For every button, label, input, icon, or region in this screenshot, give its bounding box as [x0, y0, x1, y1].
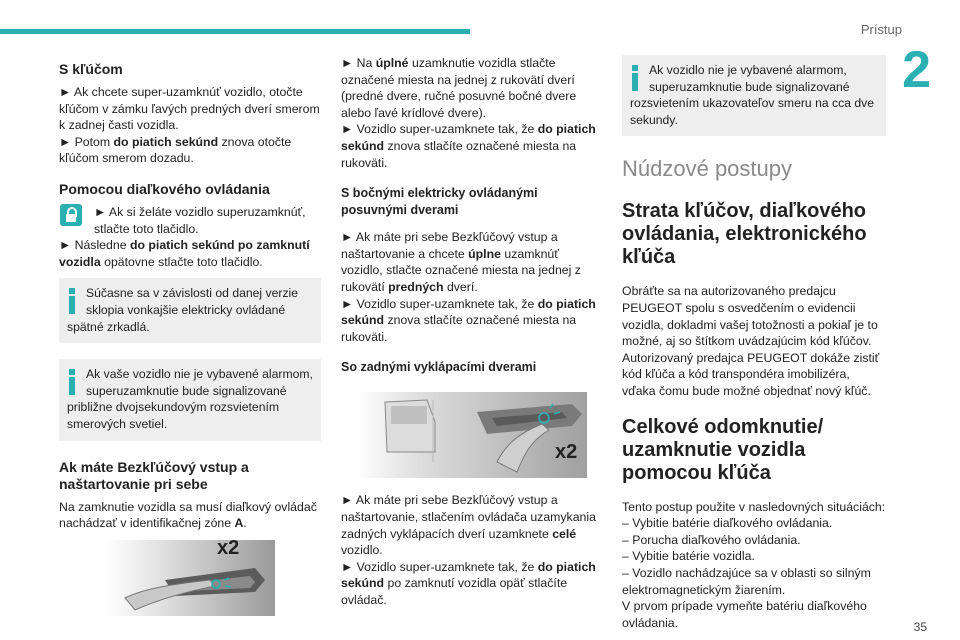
- info-note: Ak vozidlo nie je vybavené alarmom, superuzamknutie bude signalizované rozsvietením ukazovateľov smeru na cca dve sekundy.: [622, 55, 886, 136]
- info-icon: [69, 369, 76, 395]
- page-number: 35: [913, 620, 927, 634]
- column-3: [622, 55, 886, 631]
- list-item: – Vozidlo nachádzajúce sa v oblasti so silným elektromagnetickým žiarením.: [622, 565, 871, 597]
- header-accent-bar: [0, 29, 470, 34]
- paragraph: ► Ak si želáte vozidlo superuzamknúť, stlačte toto tlačidlo.: [59, 204, 321, 237]
- paragraph: ► Ak máte pri sebe Bezkľúčový vstup a naštartovanie a chcete úplne uzamknúť vozidlo, stlačte označené miesta na jednej z rukovätí predných dverí. ► Vozidlo super-uzamknete tak, že do piatich sekúnd znova stlačíte označené miesta na rukoväti.: [341, 230, 596, 344]
- paragraph: Na zamknutie vozidla sa musí diaľkový ovládač nachádzať v identifikačnej zóne A.: [59, 499, 317, 531]
- heading-keyless: Ak máte Bezkľúčový vstup a naštartovanie pri sebe: [59, 458, 249, 492]
- door-handle-illustration: [105, 536, 275, 616]
- list-item: – Vybitie batérie vozidla.: [622, 549, 755, 564]
- heading-lost-keys: Strata kľúčov, diaľkového ovládania, elektronického kľúča: [622, 200, 867, 269]
- tailgate-illustration: [357, 392, 587, 478]
- paragraph: ► Následne do piatich sekúnd po zamknutí vozidla opätovne stlačte toto tlačidlo.: [59, 238, 310, 269]
- paragraph: ► Ak chcete super-uzamknúť vozidlo, otočte kľúčom v zámku ľavých predných dverí smerom k zadnej časti vozidla. ► Potom do piatich sekúnd znova otočte kľúčom smerom dozadu.: [59, 85, 320, 166]
- info-note: Ak vaše vozidlo nie je vybavené alarmom, superuzamknutie bude signalizované približne dvojsekundovým rozsvietením smerových svetiel.: [59, 359, 321, 440]
- heading-tailgate: So zadnými vyklápacími dverami: [341, 360, 537, 375]
- list-item: – Vybitie batérie diaľkového ovládania.: [622, 516, 833, 531]
- section-title: Prístup: [860, 22, 902, 37]
- heading-remote: Pomocou diaľkového ovládania: [59, 180, 270, 197]
- heading-full-unlock: Celkové odomknutie/ uzamknutie vozidla pomocou kľúča: [622, 415, 824, 484]
- column-2: [341, 55, 603, 616]
- paragraph: ► Na úplné uzamknutie vozidla stlačte označené miesta na jednej z rukovätí dverí (predné dvere, ručné posuvné bočné dvere alebo ľavé krídlové dvere). ► Vozidlo super-uzamknete tak, že do piatich sekúnd znova stlačíte označené miesta na rukoväti.: [341, 56, 596, 170]
- info-note: Súčasne sa v závislosti od danej verzie sklopia vonkajšie elektricky ovládané spätné zrkadlá.: [59, 278, 321, 343]
- paragraph: ► Ak máte pri sebe Bezkľúčový vstup a naštartovanie, stlačením ovládača uzamykania zadných vyklápacích dverí uzamknete celé vozidlo. ► Vozidlo super-uzamknete tak, že do piatich sekúnd po zamknutí vozidla opäť stlačíte ovládač.: [341, 493, 596, 607]
- list-item: – Porucha diaľkového ovládania.: [622, 532, 801, 547]
- info-icon: [69, 288, 76, 314]
- paragraph: Tento postup použite v nasledovných situáciách: – Vybitie batérie diaľkového ovládania. – Porucha diaľkového ovládania. – Vybitie batérie vozidla. – Vozidlo nachádzajúce sa v oblasti so silným elektromagnetickým žiarením. V prvom prípade vymeňte batériu diaľkového ovládania.: [622, 499, 886, 630]
- heading-with-key: S kľúčom: [59, 61, 123, 77]
- lock-icon: [60, 204, 82, 226]
- heading-side-doors: S bočnými elektricky ovládanými posuvnými dverami: [341, 186, 538, 218]
- press-twice-label: x2: [555, 441, 578, 464]
- info-icon: [632, 65, 639, 91]
- heading-emergency-procedures: Núdzové postupy: [622, 156, 792, 182]
- paragraph: Obráťte sa na autorizovaného predajcu PEUGEOT spolu s osvedčením o evidencii vozidla, dokladmi vašej totožnosti a pokiaľ je to možné, aj so štítkom uvádzajúcim kód kľúčov. Autorizovaný predajca PEUGEOT dokáže zistiť kód kľúča a kód transpondéra imobilizéra, vďaka čomu bude možné objednať nový kľúč.: [622, 284, 880, 398]
- chapter-number: 2: [902, 41, 931, 99]
- column-1: [59, 55, 321, 616]
- press-twice-label: x2: [217, 536, 240, 559]
